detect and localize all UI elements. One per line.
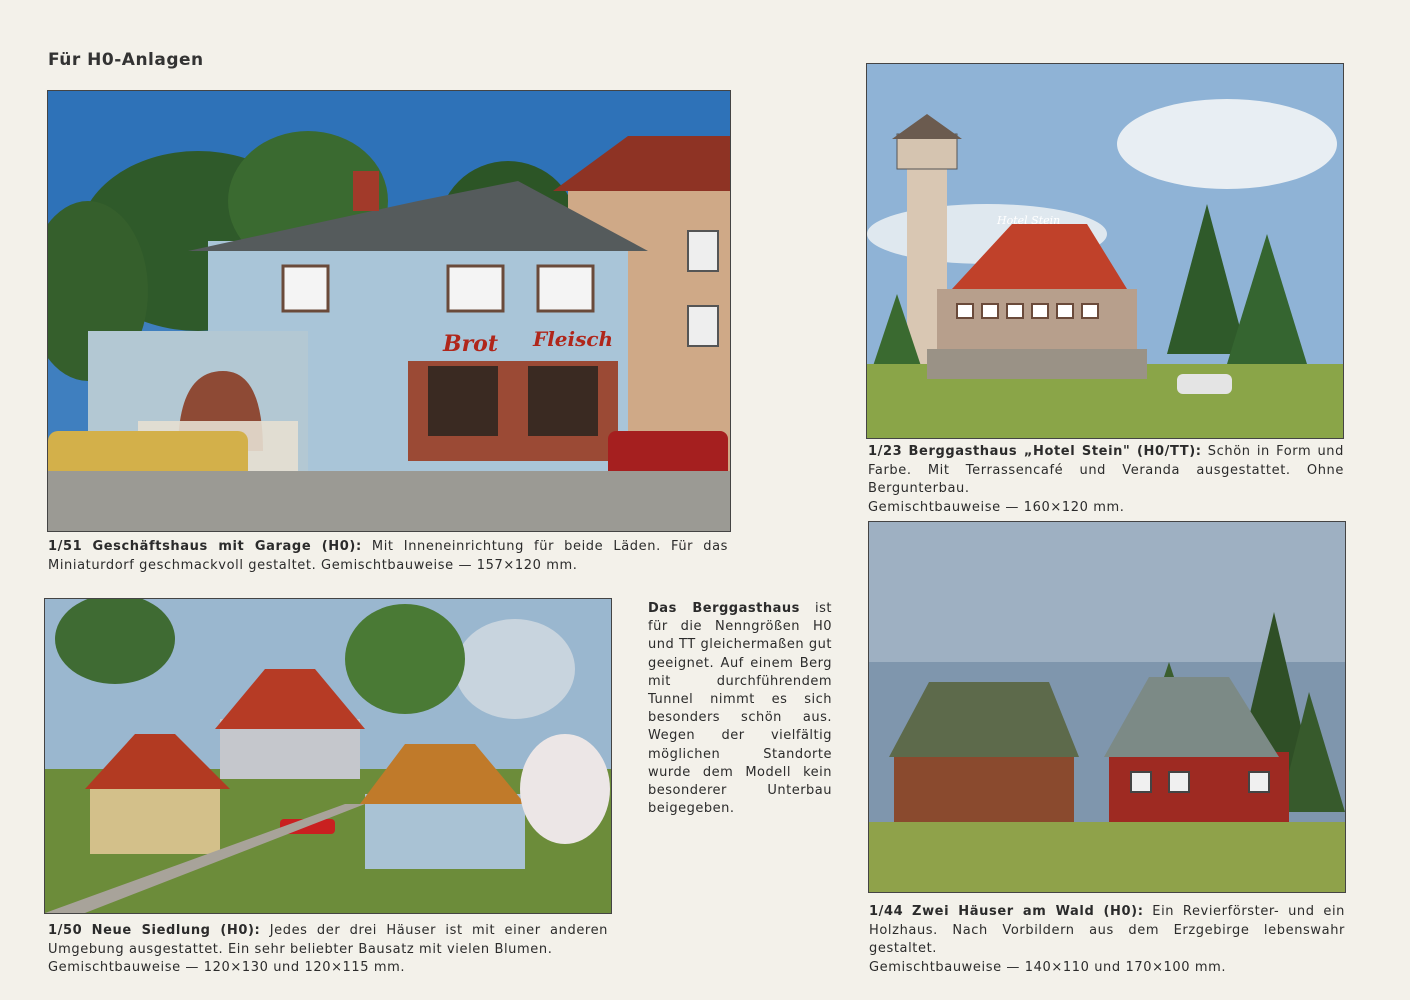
caption-123-code: 1/23 [868, 444, 903, 459]
sign-brot: Brot [443, 331, 499, 357]
caption-123 [868, 443, 1344, 517]
berggasthaus-text-bold: Das Berggasthaus [648, 601, 800, 616]
page-heading: Für H0-Anlagen [48, 50, 204, 70]
berggasthaus-text [648, 600, 832, 818]
caption-144-dims: Gemischtbauweise — 140×110 und 170×100 mm. [869, 959, 1227, 975]
berggasthaus-text-body: ist für die Nenngrößen H0 und TT gleichermaßen gut geeignet. Auf einem Berg mit durchführendem Tunnel nimmt es sich besonders schön aus. Wegen der vielfältig möglichen Standorte wurde dem Modell kein besonderer Unterbau beigegeben. [648, 601, 832, 817]
caption-144-code: 1/44 [869, 904, 904, 919]
caption-144 [869, 903, 1345, 977]
caption-150-text: Jedes der drei Häuser ist mit einer anderen Umgebung ausgestattet. Ein sehr beliebter Bausatz mit vielen Blumen. [48, 923, 609, 957]
caption-144-text: Ein Revierförster- und ein Holzhaus. Nach Vorbildern aus dem Erzgebirge lebenswahr gestaltet. [869, 904, 1346, 956]
caption-123-dims: Gemischtbauweise — 160×120 mm. [868, 499, 1125, 515]
caption-151-text: Mit Inneneinrichtung für beide Läden. Für das Miniaturdorf geschmackvoll gestaltet. Gemischtbauweise — 157×120 mm. [48, 539, 729, 573]
sign-hotel-stein: Hotel Stein [997, 214, 1061, 227]
photo-neue-siedlung [44, 598, 612, 914]
caption-150-code: 1/50 [48, 923, 83, 938]
caption-123-title: Berggasthaus „Hotel Stein" (H0/TT): [908, 444, 1202, 459]
caption-150 [48, 922, 608, 978]
photo-hotel-stein [866, 63, 1344, 439]
caption-151-code: 1/51 [48, 539, 83, 554]
caption-144-title: Zwei Häuser am Wald (H0): [912, 904, 1144, 919]
sign-fleisch: Fleisch [533, 327, 614, 351]
caption-150-dims: Gemischtbauweise — 120×130 und 120×115 mm. [48, 960, 406, 975]
caption-151 [48, 538, 728, 575]
caption-151-title: Geschäftshaus mit Garage (H0): [92, 539, 362, 554]
photo-geschaeftshaus [47, 90, 731, 532]
caption-123-text: Schön in Form und Farbe. Mit Terrassencafé und Veranda ausgestattet. Ohne Bergunterbau. [868, 444, 1344, 496]
caption-150-title: Neue Siedlung (H0): [91, 923, 261, 938]
photo-zwei-haeuser [868, 521, 1346, 893]
